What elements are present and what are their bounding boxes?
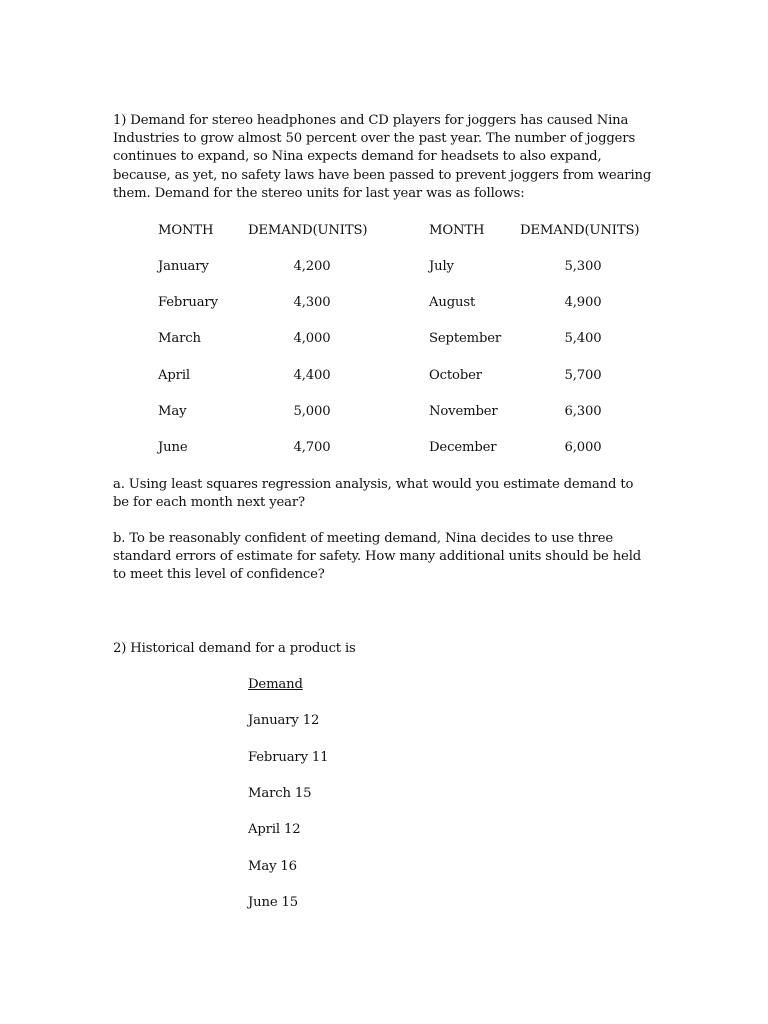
list-item: May 16	[248, 859, 297, 874]
table-row-month: September	[429, 331, 502, 346]
table-row-demand: 4,000	[293, 331, 331, 346]
question-2-intro: 2) Historical demand for a product is	[113, 641, 356, 656]
header-month-right: MONTH	[429, 223, 485, 238]
table-row-month: May	[158, 404, 187, 419]
header-demand-left: DEMAND(UNITS)	[248, 223, 368, 238]
table-row-month: February	[158, 295, 218, 310]
demand-header: Demand	[248, 677, 303, 692]
list-item: June 15	[248, 895, 299, 910]
table-row-demand: 4,700	[293, 440, 331, 455]
question-1-text: Demand for stereo headphones and CD players for joggers has caused Nina Industries to grow almost 50 percent over the past year. The number of joggers continues to expand, so Nina expects demand for headsets to also expand, because, as yet, no safety laws have been passed to prevent joggers from wearing them. Demand for the stereo units for last year was as follows:	[113, 113, 652, 201]
table-row-demand: 5,300	[564, 259, 602, 274]
table-row-month: December	[429, 440, 497, 455]
table-row-month: March	[158, 331, 201, 346]
header-demand-right: DEMAND(UNITS)	[520, 223, 640, 238]
list-item: April 12	[248, 822, 301, 837]
table-row-month: June	[158, 440, 188, 455]
table-row-month: January	[158, 259, 209, 274]
question-1-number: 1)	[113, 113, 127, 128]
table-row-demand: 5,000	[293, 404, 331, 419]
table-row-month: April	[158, 368, 190, 383]
list-item: February 11	[248, 750, 329, 765]
table-row-demand: 4,900	[564, 295, 602, 310]
header-month-left: MONTH	[158, 223, 214, 238]
table-row-demand: 4,300	[293, 295, 331, 310]
list-item: March 15	[248, 786, 312, 801]
table-row-demand: 4,400	[293, 368, 331, 383]
table-row-demand: 5,700	[564, 368, 602, 383]
question-1-part-a: a. Using least squares regression analysis, what would you estimate demand to be for each month next year?	[113, 477, 634, 511]
table-row-demand: 6,000	[564, 440, 602, 455]
table-row-month: November	[429, 404, 498, 419]
table-row-month: July	[429, 259, 454, 274]
question-1-part-b: b. To be reasonably confident of meeting demand, Nina decides to use three standard errors of estimate for safety. How many additional units should be held to meet this level of confidence?	[113, 531, 642, 583]
question-1-intro	[113, 112, 653, 203]
table-row-month: October	[429, 368, 482, 383]
table-row-demand: 4,200	[293, 259, 331, 274]
table-row-demand: 6,300	[564, 404, 602, 419]
table-row-month: August	[429, 295, 476, 310]
table-row-demand: 5,400	[564, 331, 602, 346]
list-item: January 12	[248, 713, 320, 728]
